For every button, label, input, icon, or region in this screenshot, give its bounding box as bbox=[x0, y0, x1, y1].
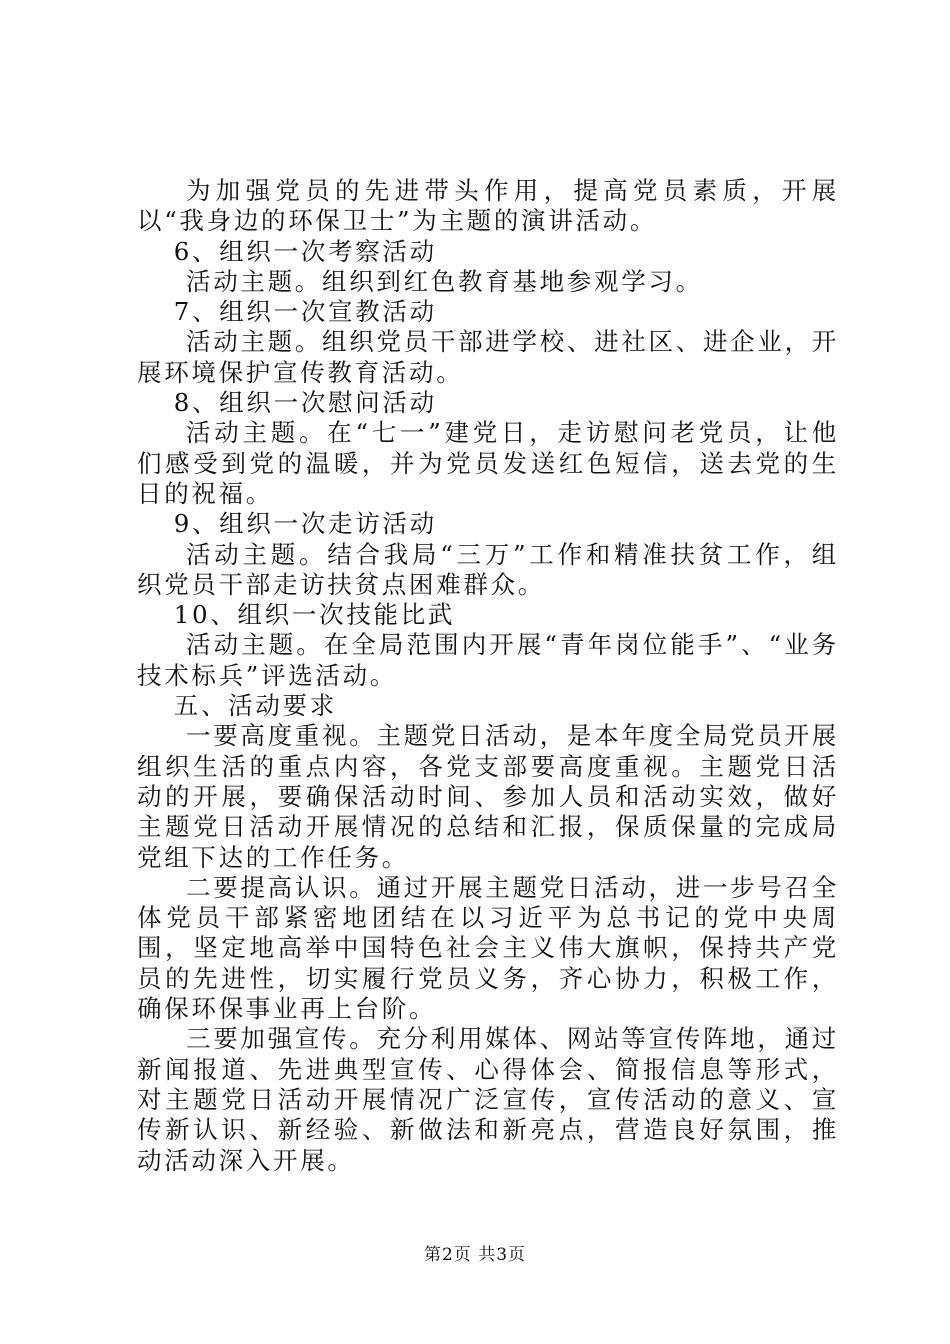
paragraph-skill-competition-theme: 活动主题。在全局范围内开展“青年岗位能手”、“业务技术标兵”评选活动。 bbox=[137, 630, 839, 690]
paragraph-requirement-publicity: 三要加强宣传。充分利用媒体、网站等宣传阵地，通过新闻报道、先进典型宣传、心得体会、简报信息等形式，对主题党日活动开展情况广泛宣传，宣传活动的意义、宣传新认识、新经验、新做法和新亮点，营造良好氛围，推动活动深入开展。 bbox=[137, 1024, 839, 1175]
heading-visiting-activity: 9、组织一次走访活动 bbox=[173, 509, 437, 539]
document-body bbox=[137, 176, 839, 1176]
page-number-footer: 第2页 共3页 bbox=[423, 1245, 527, 1265]
heading-inspection-activity: 6、组织一次考察活动 bbox=[173, 236, 437, 266]
paragraph-inspection-theme: 活动主题。组织到红色教育基地参观学习。 bbox=[186, 266, 703, 296]
paragraph-education-theme: 活动主题。组织党员干部进学校、进社区、进企业，开展环境保护宣传教育活动。 bbox=[137, 327, 839, 387]
heading-education-activity: 7、组织一次宣教活动 bbox=[173, 297, 437, 327]
paragraph-speech-activity: 为加强党员的先进带头作用，提高党员素质，开展以“我身边的环保卫士”为主题的演讲活动。 bbox=[137, 176, 839, 236]
paragraph-requirement-attention: 一要高度重视。主题党日活动，是本年度全局党员开展组织生活的重点内容，各党支部要高度重视。主题党日活动的开展，要确保活动时间、参加人员和活动实效，做好主题党日活动开展情况的总结和汇报，保质保量的完成局党组下达的工作任务。 bbox=[137, 721, 839, 872]
heading-skill-competition: 10、组织一次技能比武 bbox=[173, 600, 456, 630]
paragraph-visit-comfort-theme: 活动主题。在“七一”建党日，走访慰问老党员，让他们感受到党的温暖，并为党员发送红色短信，送去党的生日的祝福。 bbox=[137, 418, 839, 508]
heading-visit-comfort-activity: 8、组织一次慰问活动 bbox=[173, 388, 437, 418]
paragraph-requirement-awareness: 二要提高认识。通过开展主题党日活动，进一步号召全体党员干部紧密地团结在以习近平为总书记的党中央周围，坚定地高举中国特色社会主义伟大旗帜，保持共产党员的先进性，切实履行党员义务，齐心协力，积极工作，确保环保事业再上台阶。 bbox=[137, 872, 839, 1024]
paragraph-visiting-theme: 活动主题。结合我局“三万”工作和精准扶贫工作，组织党员干部走访扶贫点困难群众。 bbox=[137, 539, 839, 599]
heading-activity-requirements: 五、活动要求 bbox=[173, 691, 337, 721]
